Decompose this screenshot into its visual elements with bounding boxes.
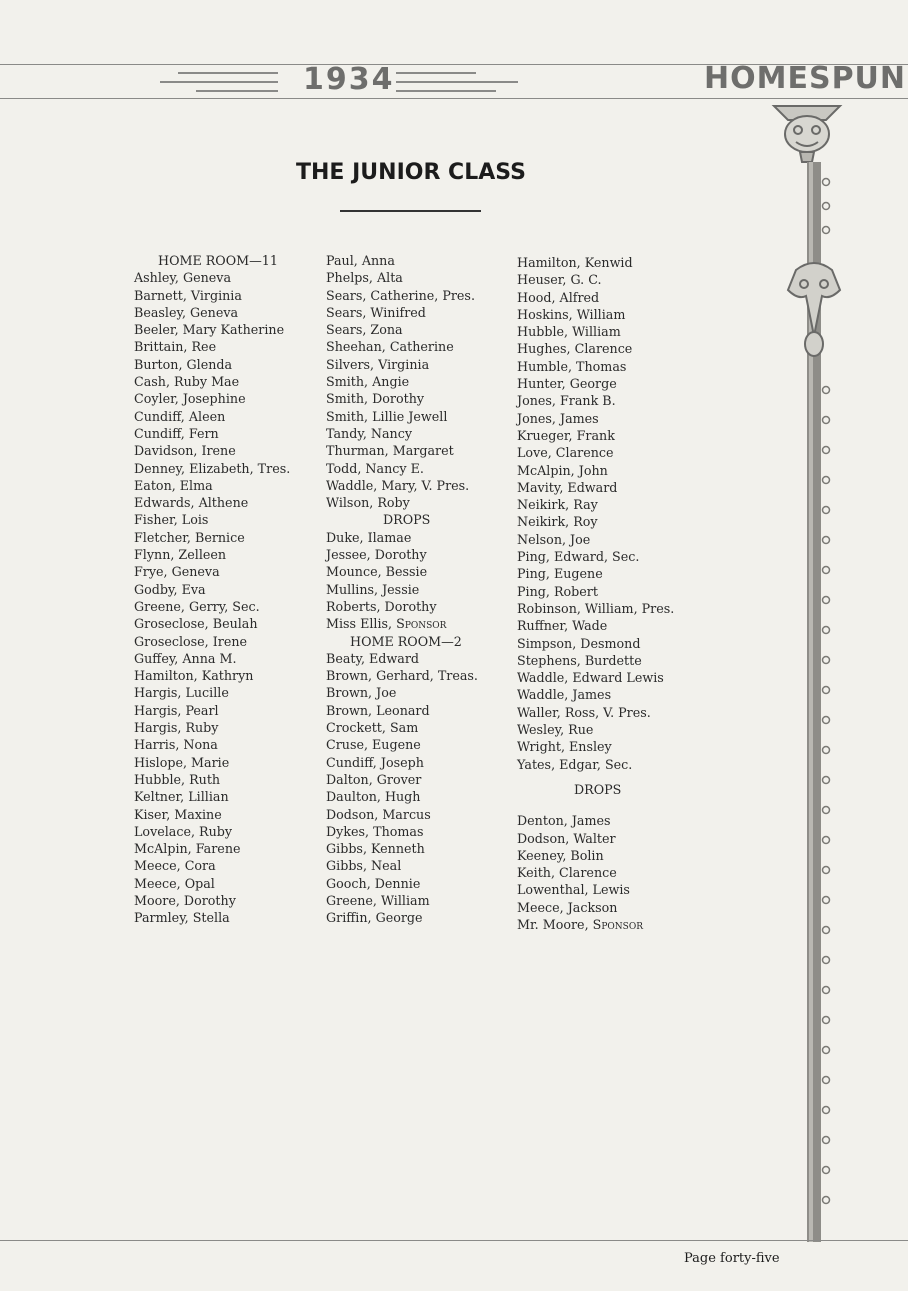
list-item: Moore, Dorothy: [134, 892, 236, 908]
list-item: Sears, Zona: [326, 322, 403, 338]
home-room-2-heading: HOME ROOM—2: [350, 633, 462, 649]
year-rule-left-2: [160, 81, 278, 83]
list-item: Fisher, Lois: [134, 512, 209, 528]
list-item: Griffin, George: [326, 910, 423, 926]
list-item: Hamilton, Kenwid: [517, 255, 633, 270]
list-item: Meece, Cora: [134, 858, 216, 874]
list-item: Eaton, Elma: [134, 477, 213, 493]
list-item: Todd, Nancy E.: [326, 460, 424, 476]
footer-rule: [0, 1240, 908, 1241]
list-item: Wright, Ensley: [517, 739, 612, 755]
list-item: Hislope, Marie: [134, 754, 230, 770]
list-item: Paul, Anna: [326, 253, 395, 268]
list-item: Wesley, Rue: [517, 722, 594, 738]
list-item: Lowenthal, Lewis: [517, 882, 630, 898]
list-item: Dodson, Marcus: [326, 806, 431, 822]
sponsor-label: Sponsor: [592, 916, 643, 932]
list-item: Beasley, Geneva: [134, 304, 239, 320]
totem-pole-ornament: [770, 100, 850, 1245]
list-item: Barnett, Virginia: [134, 287, 242, 303]
list-item: Stephens, Burdette: [517, 652, 642, 668]
list-item: Crockett, Sam: [326, 720, 419, 736]
year-rule-right-1: [396, 72, 476, 74]
list-item: Flynn, Zelleen: [134, 547, 227, 563]
title-underline: [340, 210, 481, 212]
list-item: Hamilton, Kathryn: [134, 668, 254, 684]
list-item: Kiser, Maxine: [134, 806, 222, 822]
list-item: Lovelace, Ruby: [134, 823, 233, 839]
list-item: Harris, Nona: [134, 737, 218, 753]
list-item: Heuser, G. C.: [517, 272, 602, 288]
list-item: Hubble, Ruth: [134, 771, 221, 787]
sponsor-label: Sponsor: [396, 616, 447, 632]
list-item: Cruse, Eugene: [326, 737, 421, 753]
list-item: Hargis, Ruby: [134, 720, 219, 736]
totem-face-top-icon: [774, 106, 840, 162]
list-item: Guffey, Anna M.: [134, 650, 237, 666]
list-item: Krueger, Frank: [517, 427, 615, 443]
list-item: Godby, Eva: [134, 581, 206, 597]
list-item: Neikirk, Roy: [517, 514, 598, 530]
list-item: Gibbs, Kenneth: [326, 841, 425, 857]
book-title: HOMESPUN: [704, 61, 907, 96]
list-item: Duke, Ilamae: [326, 529, 412, 545]
list-item: Davidson, Irene: [134, 443, 236, 459]
list-item: Silvers, Virginia: [326, 356, 430, 372]
list-item: Phelps, Alta: [326, 270, 403, 286]
list-item: Keltner, Lillian: [134, 789, 229, 805]
list-item: Waller, Ross, V. Pres.: [517, 704, 651, 720]
list-item: Sears, Catherine, Pres.: [326, 287, 475, 303]
list-item: Beaty, Edward: [326, 650, 420, 666]
list-item: Love, Clarence: [517, 445, 614, 461]
list-item: Mullins, Jessie: [326, 581, 420, 597]
list-item: Gibbs, Neal: [326, 858, 402, 874]
page-number: Page forty-five: [684, 1251, 780, 1266]
list-item: Ping, Robert: [517, 583, 598, 599]
list-item: Ashley, Geneva: [134, 270, 232, 286]
list-item: Keith, Clarence: [517, 865, 617, 881]
list-item: Waddle, Edward Lewis: [517, 670, 664, 686]
list-item: Brown, Gerhard, Treas.: [326, 668, 478, 684]
list-item: Keeney, Bolin: [517, 847, 604, 863]
page-title: THE JUNIOR CLASS: [296, 160, 526, 185]
list-item: Edwards, Althene: [134, 495, 249, 511]
year-label: 1934: [303, 62, 395, 97]
list-item: Fletcher, Bernice: [134, 529, 245, 545]
list-item: Hunter, George: [517, 376, 617, 392]
sponsor-line: [326, 615, 478, 632]
list-item: Smith, Dorothy: [326, 391, 425, 407]
list-item: Waddle, Mary, V. Pres.: [326, 477, 470, 493]
year-rule-left-1: [178, 72, 278, 74]
list-item: McAlpin, Farene: [134, 841, 241, 857]
list-item: Denton, James: [517, 813, 611, 829]
list-item: Beeler, Mary Katherine: [134, 322, 285, 338]
list-item: Cundiff, Aleen: [134, 408, 226, 424]
list-item: Nelson, Joe: [517, 531, 591, 547]
sponsor-line: [517, 916, 674, 933]
list-item: Wilson, Roby: [326, 495, 410, 511]
list-item: Brittain, Ree: [134, 339, 217, 355]
list-item: Brown, Joe: [326, 685, 397, 701]
list-item: Groseclose, Irene: [134, 633, 248, 649]
list-item: Groseclose, Beulah: [134, 616, 258, 632]
list-item: Ruffner, Wade: [517, 618, 608, 634]
list-item: Simpson, Desmond: [517, 635, 641, 651]
list-item: Mavity, Edward: [517, 479, 618, 495]
list-item: Gooch, Dennie: [326, 875, 421, 891]
list-item: Hargis, Lucille: [134, 685, 229, 701]
list-item: Parmley, Stella: [134, 910, 230, 926]
list-item: Roberts, Dorothy: [326, 598, 437, 614]
list-item: Dalton, Grover: [326, 771, 422, 787]
list-item: Humble, Thomas: [517, 358, 627, 374]
sponsor-name: Mr. Moore,: [517, 916, 589, 932]
totem-face-middle-icon: [788, 263, 840, 356]
list-item: Ping, Edward, Sec.: [517, 549, 640, 565]
drops-heading: DROPS: [383, 512, 431, 528]
list-item: Brown, Leonard: [326, 702, 430, 718]
list-item: Daulton, Hugh: [326, 789, 421, 805]
list-item: Sheehan, Catherine: [326, 339, 454, 355]
list-item: Dodson, Walter: [517, 830, 616, 846]
list-item: Burton, Glenda: [134, 356, 233, 372]
list-item: Ping, Eugene: [517, 566, 603, 582]
list-item: Hoskins, William: [517, 306, 626, 322]
list-item: Greene, Gerry, Sec.: [134, 598, 260, 614]
list-item: Hood, Alfred: [517, 289, 600, 305]
list-item: Frye, Geneva: [134, 564, 220, 580]
list-item: Robinson, William, Pres.: [517, 600, 675, 616]
list-item: Yates, Edgar, Sec.: [517, 756, 633, 772]
roster-column-2: [326, 252, 478, 927]
pole-rings: [823, 179, 830, 1204]
list-item: Hargis, Pearl: [134, 702, 219, 718]
list-item: Jones, James: [517, 410, 599, 426]
list-item: Cash, Ruby Mae: [134, 374, 240, 390]
list-item: Smith, Lillie Jewell: [326, 408, 448, 424]
list-item: Denney, Elizabeth, Tres.: [134, 460, 291, 476]
sponsor-name: Miss Ellis,: [326, 616, 393, 632]
drops-heading: DROPS: [574, 781, 622, 797]
list-item: Meece, Opal: [134, 875, 215, 891]
list-item: Neikirk, Ray: [517, 497, 598, 513]
list-item: Mounce, Bessie: [326, 564, 428, 580]
year-rule-right-2: [396, 81, 518, 83]
list-item: Greene, William: [326, 892, 430, 908]
list-item: Tandy, Nancy: [326, 425, 412, 441]
roster-column-3: [517, 254, 674, 933]
year-rule-left-3: [196, 90, 278, 92]
list-item: Hubble, William: [517, 324, 621, 340]
year-rule-right-3: [396, 90, 496, 92]
list-item: Cundiff, Fern: [134, 425, 219, 441]
list-item: Sears, Winifred: [326, 304, 426, 320]
list-item: Hughes, Clarence: [517, 341, 633, 357]
list-item: Meece, Jackson: [517, 899, 618, 915]
home-room-11-heading: HOME ROOM—11: [158, 253, 278, 268]
list-item: Coyler, Josephine: [134, 391, 246, 407]
list-item: McAlpin, John: [517, 462, 608, 478]
roster-column-1: [134, 252, 290, 927]
list-item: Smith, Angie: [326, 374, 410, 390]
header-rule-bottom: [0, 98, 908, 99]
list-item: Waddle, James: [517, 687, 612, 703]
list-item: Jones, Frank B.: [517, 393, 616, 409]
list-item: Thurman, Margaret: [326, 443, 454, 459]
list-item: Dykes, Thomas: [326, 823, 424, 839]
list-item: Cundiff, Joseph: [326, 754, 424, 770]
list-item: Jessee, Dorothy: [326, 547, 427, 563]
